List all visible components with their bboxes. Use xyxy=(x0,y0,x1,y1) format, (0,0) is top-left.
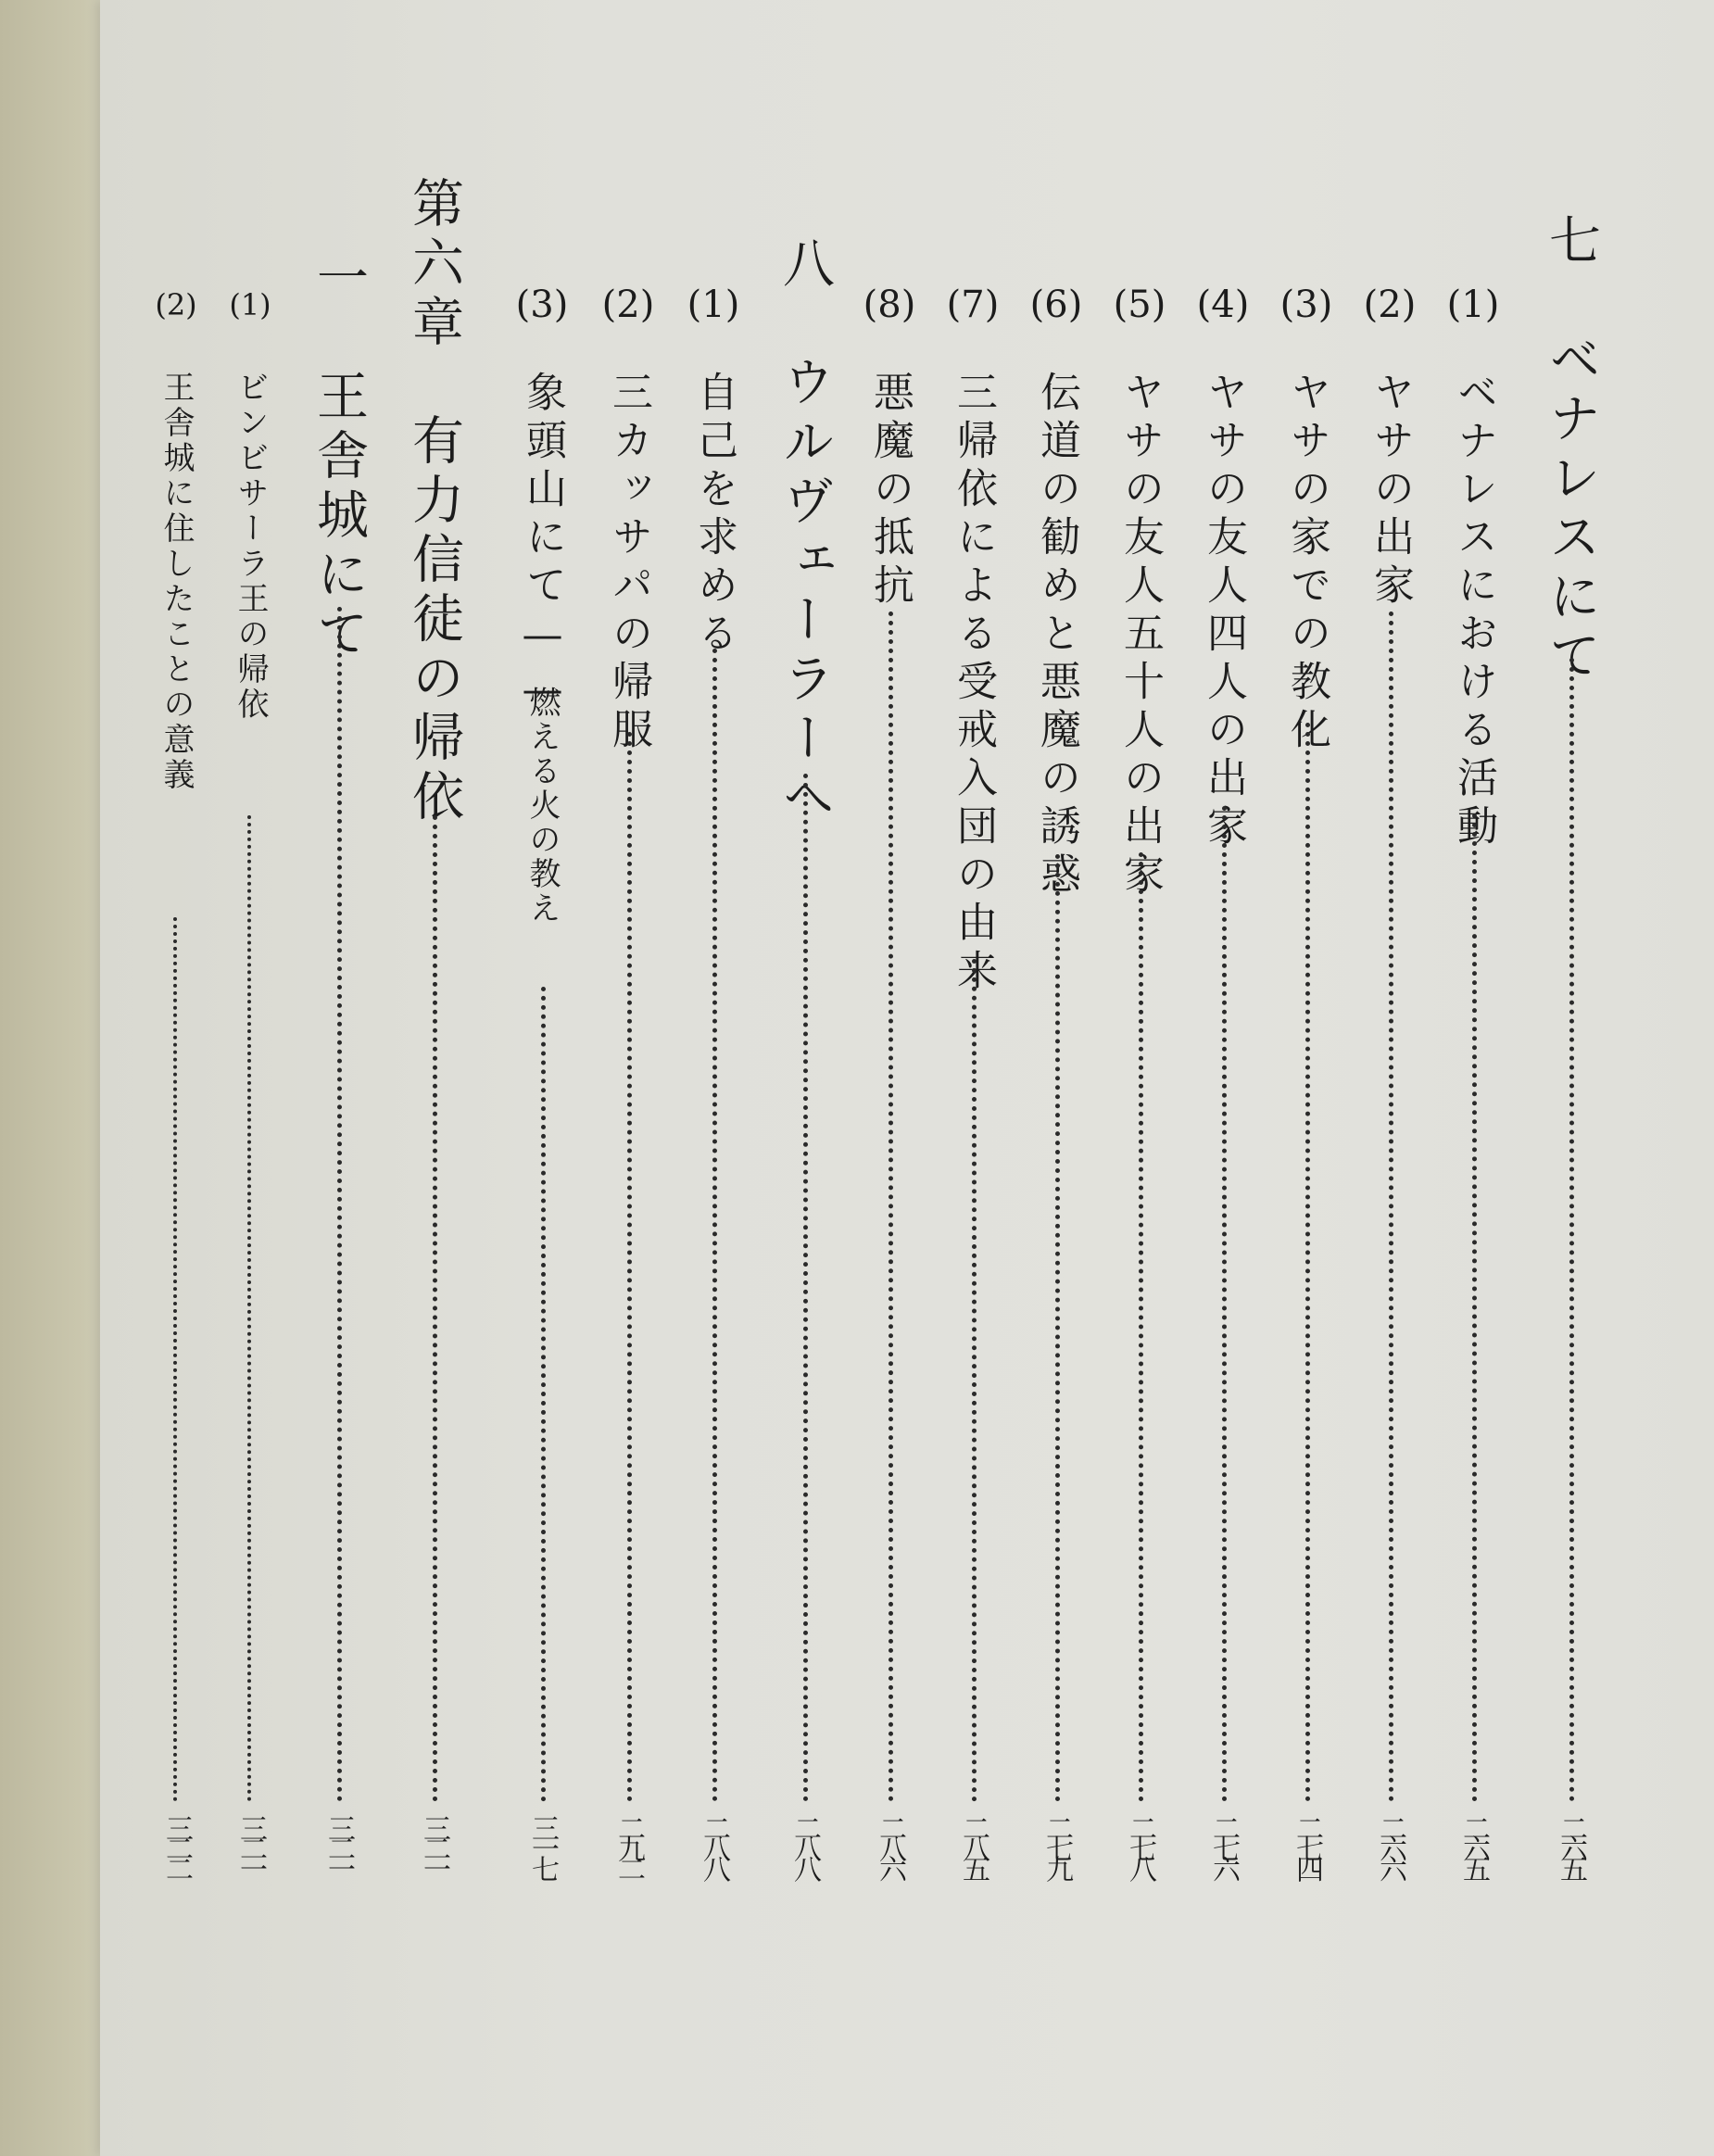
entry-number: (3) xyxy=(1279,284,1333,326)
entry-number: (5) xyxy=(1113,284,1166,326)
page-number: 二八六 xyxy=(874,1814,906,1875)
page-number: 二八八 xyxy=(788,1814,821,1875)
entry-title: 王舎城に住したことの意義 xyxy=(158,371,195,793)
page-number: 三二一 xyxy=(322,1814,355,1875)
entry-title: ビンビサーラ王の帰依 xyxy=(232,371,269,723)
toc-entry xyxy=(686,0,741,2156)
dot-leader xyxy=(337,607,342,1802)
toc-entry xyxy=(600,0,656,2156)
entry-title: 三帰依による受戒入団の由来 xyxy=(950,371,997,997)
entry-number: (6) xyxy=(1029,284,1083,326)
entry-title: 象頭山にて—— xyxy=(519,371,566,721)
page-number: 二七九 xyxy=(1040,1814,1073,1875)
entry-title: 三カッサパの帰服 xyxy=(605,371,652,756)
dot-leader xyxy=(433,815,437,1802)
page-number: 二九二 xyxy=(612,1814,645,1875)
dot-leader xyxy=(1055,854,1060,1802)
entry-number: (3) xyxy=(515,284,569,326)
toc-entry xyxy=(309,0,369,2156)
entry-number: (7) xyxy=(946,284,1000,326)
dot-leader xyxy=(247,815,251,1802)
dot-leader xyxy=(889,611,893,1802)
toc-entry xyxy=(1362,0,1418,2156)
toc-entry xyxy=(1541,0,1601,2156)
dot-leader xyxy=(541,987,546,1802)
page-number: 二八八 xyxy=(698,1814,730,1875)
dot-leader xyxy=(173,917,177,1802)
toc-entry xyxy=(1112,0,1167,2156)
toc-entry xyxy=(775,0,835,2156)
dot-leader xyxy=(712,649,717,1802)
toc-entry xyxy=(514,0,570,2156)
entry-number: (1) xyxy=(229,287,271,322)
dot-leader xyxy=(1139,852,1143,1802)
page-number: 三二二 xyxy=(160,1814,193,1875)
entry-number: (8) xyxy=(863,284,916,326)
entry-number: (1) xyxy=(1446,284,1500,326)
entry-title: 七 ベナレスにて xyxy=(1541,213,1601,687)
toc-entry xyxy=(1028,0,1084,2156)
entry-title: 悪魔の抵抗 xyxy=(866,371,914,611)
entry-number: (2) xyxy=(1363,284,1417,326)
entry-number: (2) xyxy=(155,287,197,322)
entry-title: 第六章 有力信徒の帰依 xyxy=(404,176,464,828)
toc-entry xyxy=(1445,0,1501,2156)
dot-leader xyxy=(1222,806,1227,1802)
entry-title: ベナレスにおける活動 xyxy=(1450,371,1497,852)
entry-number: (2) xyxy=(601,284,655,326)
entry-title: ヤサの出家 xyxy=(1367,371,1414,611)
entry-title: 伝道の勧めと悪魔の誘惑 xyxy=(1033,371,1080,901)
entry-title: ヤサの友人五十人の出家 xyxy=(1116,371,1164,901)
page-number: 二七四 xyxy=(1291,1814,1323,1875)
toc-entry xyxy=(862,0,917,2156)
dot-leader xyxy=(1472,813,1477,1802)
dot-leader xyxy=(1389,611,1393,1802)
entry-title: 一 王舎城にて xyxy=(309,250,369,665)
toc-entry xyxy=(945,0,1001,2156)
dot-leader xyxy=(972,959,977,1802)
page-number: 二七六 xyxy=(1207,1814,1240,1875)
entry-number: (1) xyxy=(687,284,740,326)
toc-entry xyxy=(148,0,204,2156)
toc-entry xyxy=(222,0,278,2156)
page-number: 二七八 xyxy=(1124,1814,1156,1875)
page-number: 三二一 xyxy=(234,1814,267,1875)
entry-number: (4) xyxy=(1196,284,1250,326)
toc-entry xyxy=(1195,0,1251,2156)
page-number: 二六五 xyxy=(1555,1814,1587,1875)
entry-title: ヤサの家での教化 xyxy=(1283,371,1330,756)
dot-leader xyxy=(1305,723,1310,1802)
toc-entry xyxy=(404,0,464,2156)
dot-leader xyxy=(1569,658,1574,1802)
page-number: 三一七 xyxy=(526,1814,559,1875)
dot-leader xyxy=(627,732,632,1802)
entry-title: 八 ウルヴェーラーへ xyxy=(775,236,835,829)
dot-leader xyxy=(803,774,808,1802)
entry-subtitle: 燃える火の教え xyxy=(523,686,561,926)
entry-title: ヤサの友人四人の出家 xyxy=(1200,371,1247,852)
page-number: 二六五 xyxy=(1457,1814,1490,1875)
entry-title: 自己を求める xyxy=(690,371,737,660)
page-number: 三二一 xyxy=(418,1814,450,1875)
page-number: 二八五 xyxy=(957,1814,989,1875)
page-number: 二六六 xyxy=(1374,1814,1406,1875)
toc-entry xyxy=(1279,0,1334,2156)
